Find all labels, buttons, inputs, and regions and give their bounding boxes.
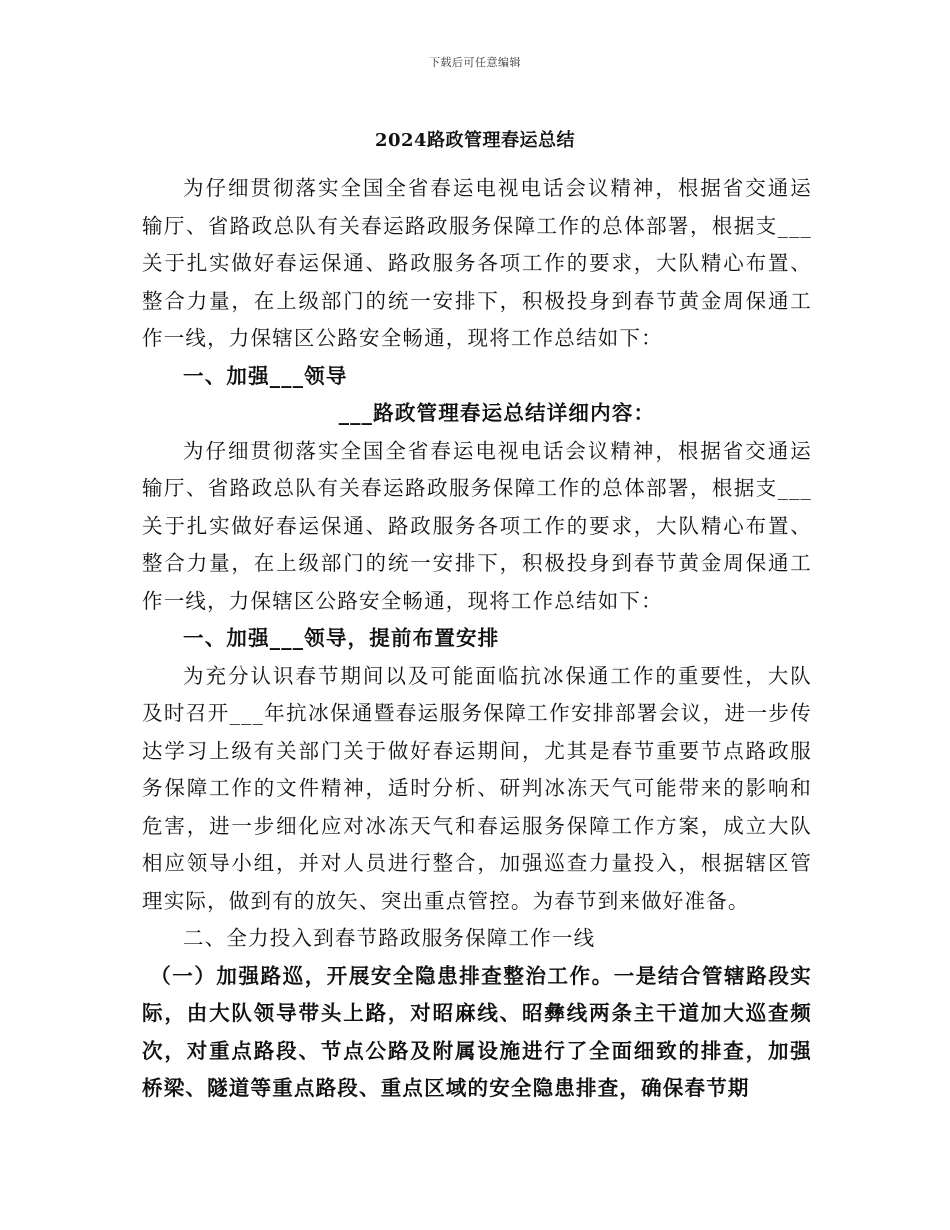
detail-heading: ___路政管理春运总结详细内容： bbox=[338, 401, 656, 425]
intro-paragraph: 为仔细贯彻落实全国全省春运电视电话会议精神，根据省交通运输厅、省路政总队有关春运路政服务保障工作的总体部署，根据支___关于扎实做好春运保通、路政服务各项工作的要求，大队精心布置、整合力量，在上级部门的统一安排下，积极投身到春节黄金周保通工作一线，力保辖区公路安全畅通，现将工作总结如下： bbox=[142, 176, 812, 350]
detail-block bbox=[142, 395, 812, 620]
header-note: 下载后可任意编辑 bbox=[429, 56, 521, 69]
section-block bbox=[142, 620, 812, 1108]
intro-paragraph-repeat: 为仔细贯彻落实全国全省春运电视电话会议精神，根据省交通运输厅、省路政总队有关春运路政服务保障工作的总体部署，根据支___关于扎实做好春运保通、路政服务各项工作的要求，大队精心布置、整合力量，在上级部门的统一安排下，积极投身到春节黄金周保通工作一线，力保辖区公路安全畅通，现将工作总结如下： bbox=[142, 438, 812, 613]
section-1-paragraph: 为充分认识春节期间以及可能面临抗冰保通工作的重要性，大队及时召开___年抗冰保通暨春运服务保障工作安排部署会议，进一步传达学习上级有关部门关于做好春运期间，尤其是春节重要节点路政服务保障工作的文件精神，适时分析、研判冰冻天气可能带来的影响和危害，进一步细化应对冰冻天气和春运服务保障工作方案，成立大队相应领导小组，并对人员进行整合，加强巡查力量投入，根据辖区管理实际，做到有的放矢、突出重点管控。为春节到来做好准备。 bbox=[142, 663, 812, 913]
document-title: 2024路政管理春运总结 bbox=[374, 130, 576, 151]
section-heading-1-short: 一、加强___领导 bbox=[183, 363, 348, 388]
intro-block bbox=[142, 170, 812, 395]
subsection-1-paragraph: （一）加强路巡，开展安全隐患排查整治工作。一是结合管辖路段实际，由大队领导带头上路，对昭麻线、昭彝线两条主干道加大巡查频次，对重点路段、节点公路及附属设施进行了全面细致的排查，加强桥梁、隧道等重点路段、重点区域的安全隐患排查，确保春节期 bbox=[142, 963, 812, 1100]
section-heading-2: 二、全力投入到春节路政服务保障工作一线 bbox=[183, 926, 596, 950]
section-heading-1-full: 一、加强___领导，提前布置安排 bbox=[183, 626, 500, 650]
